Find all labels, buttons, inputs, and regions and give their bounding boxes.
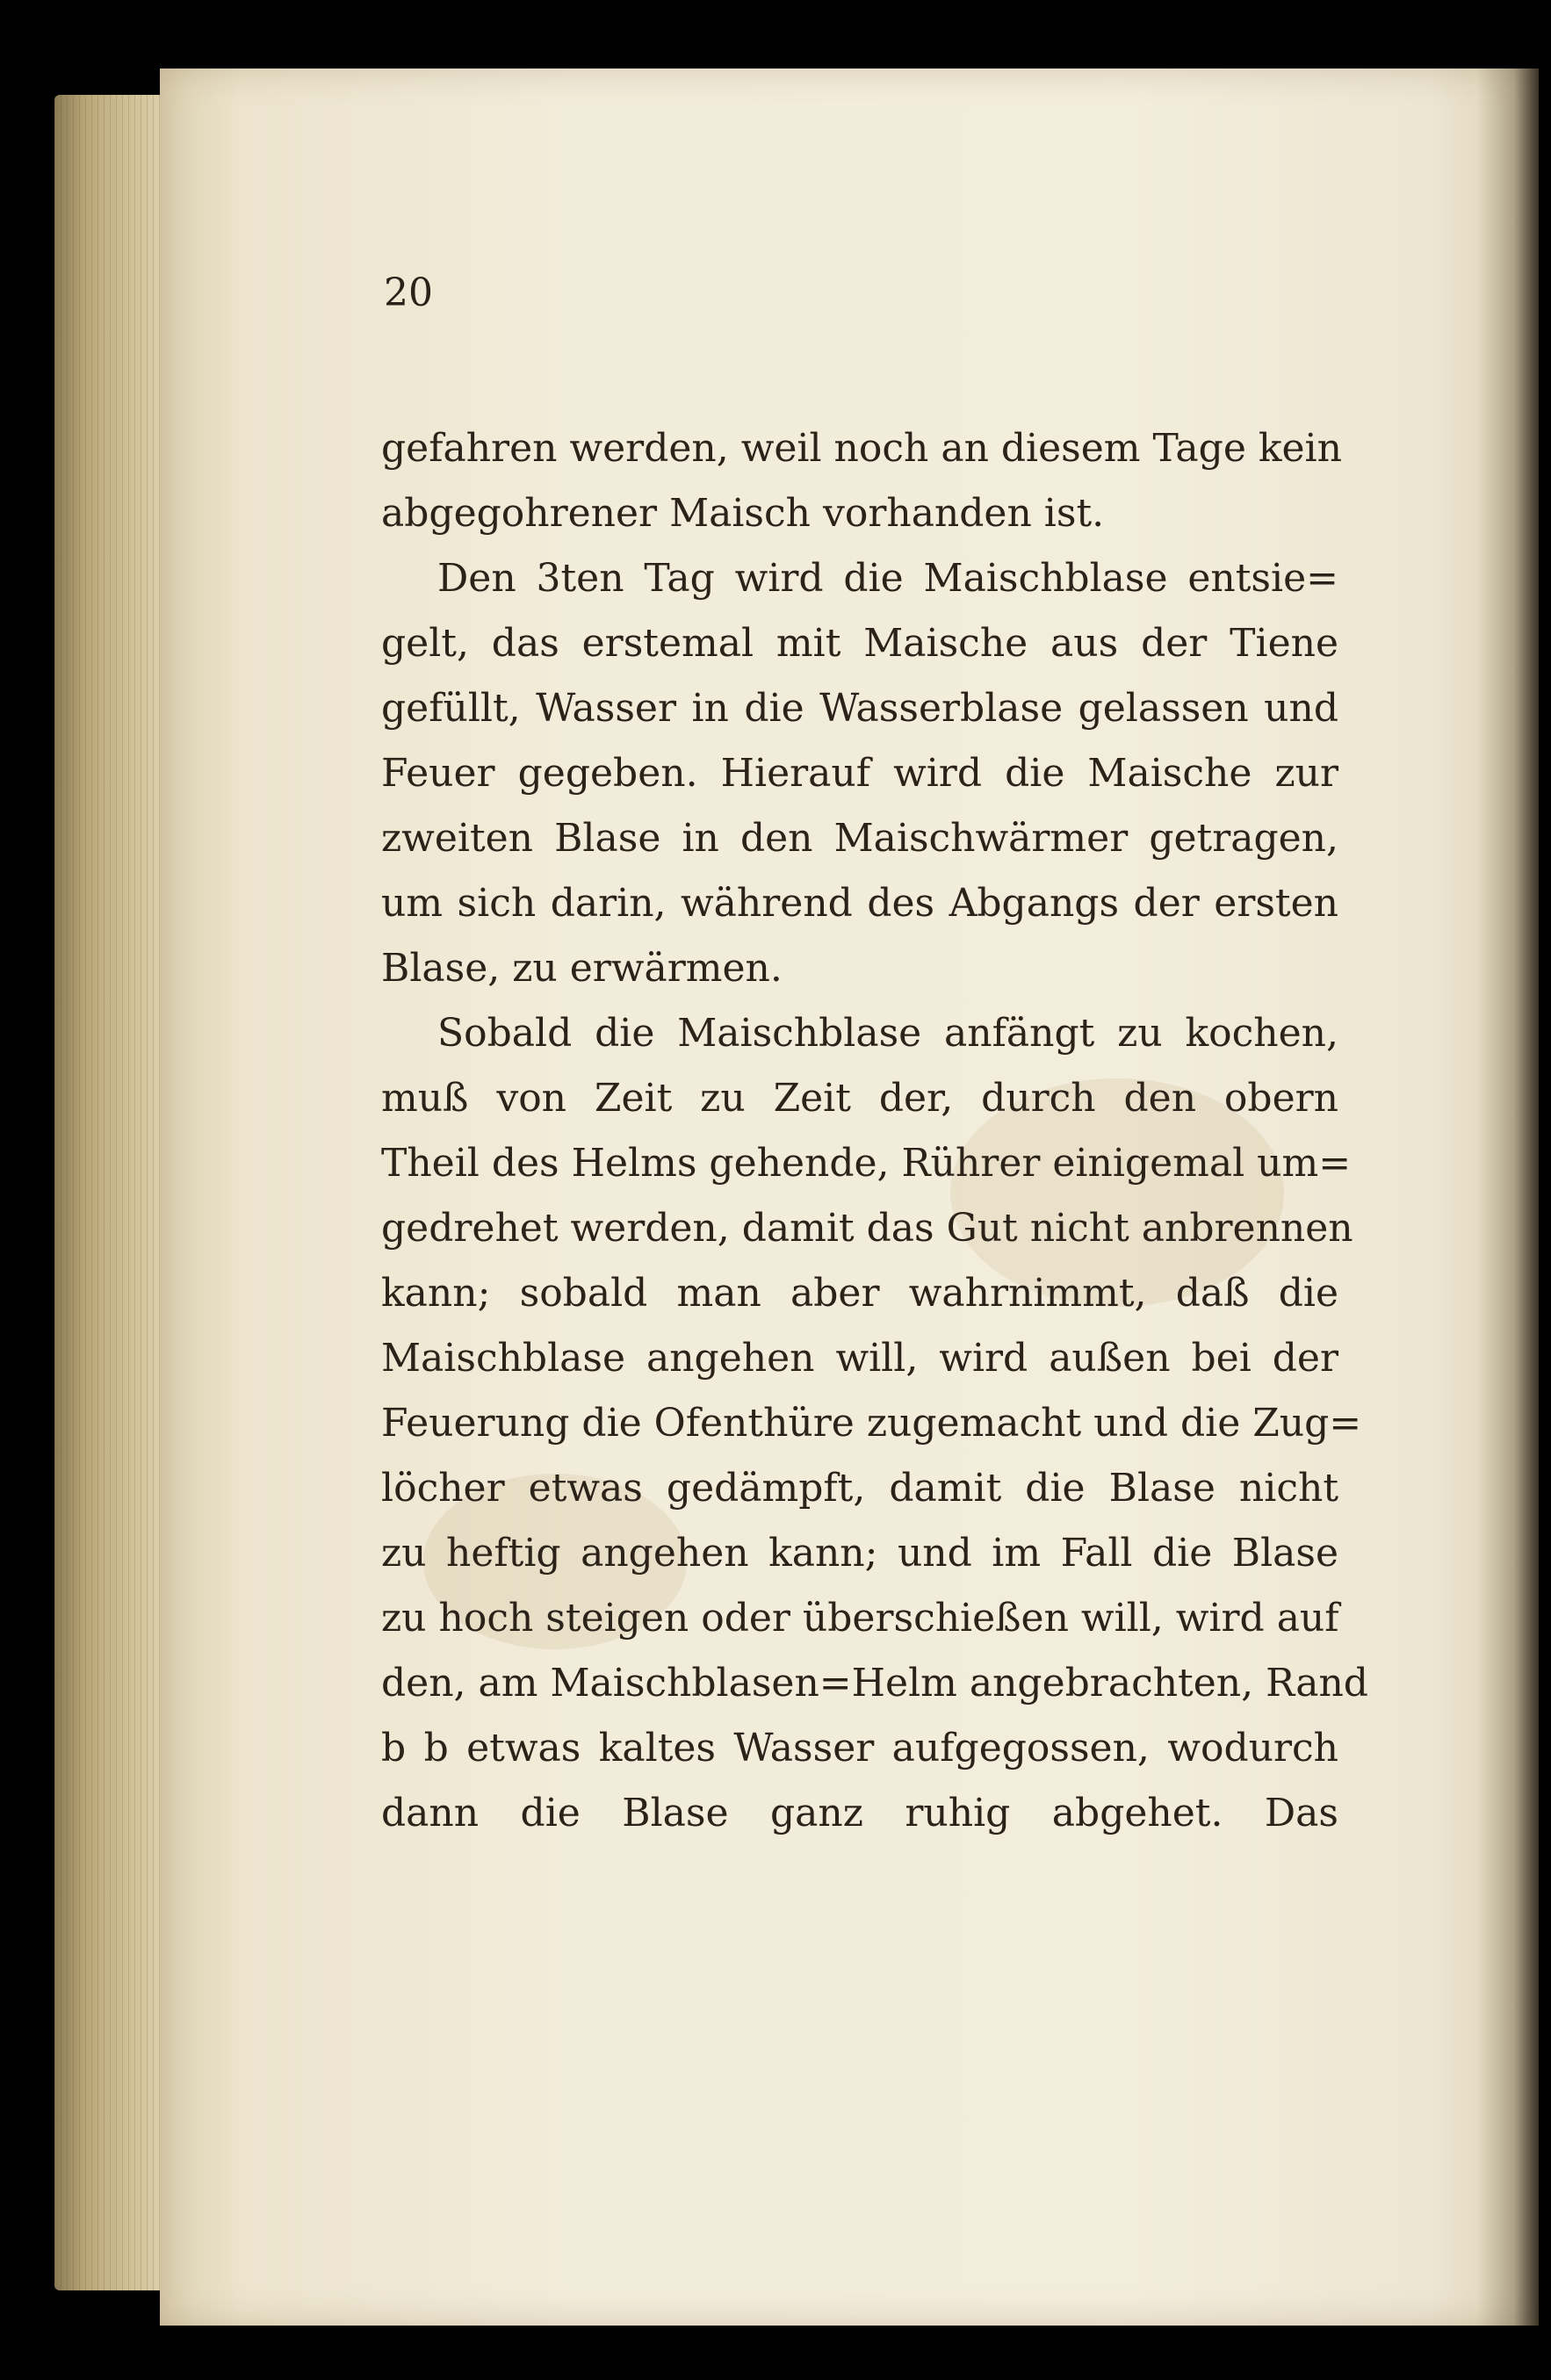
- text-line: Sobald die Maischblase anfängt zu kochen,: [437, 1011, 1338, 1056]
- text-line: Theil des Helms gehende, Rührer einigemal um=: [381, 1141, 1352, 1186]
- text-line: muß von Zeit zu Zeit der, durch den obern: [381, 1076, 1338, 1121]
- text-line: löcher etwas gedämpft, damit die Blase nicht: [381, 1466, 1338, 1511]
- page-number: 20: [384, 270, 433, 315]
- text-line: Blase, zu erwärmen.: [381, 946, 783, 991]
- text-line: Feuerung die Ofenthüre zugemacht und die Zug=: [381, 1401, 1362, 1446]
- text-line: zu heftig angehen kann; und im Fall die Blase: [381, 1531, 1338, 1576]
- gutter-shadow: [1477, 69, 1539, 2326]
- text-line: b b etwas kaltes Wasser aufgegossen, wodurch: [381, 1726, 1338, 1771]
- text-line: gefüllt, Wasser in die Wasserblase gelassen und: [381, 686, 1338, 731]
- text-line: Feuer gegeben. Hierauf wird die Maische zur: [381, 751, 1338, 796]
- text-line: Maischblase angehen will, wird außen bei der: [381, 1336, 1338, 1381]
- text-line: abgegohrener Maisch vorhanden ist.: [381, 491, 1105, 536]
- text-line: Den 3ten Tag wird die Maischblase entsie=: [437, 556, 1338, 601]
- text-line: den, am Maischblasen=Helm angebrachten, Rand: [381, 1661, 1368, 1706]
- text-line: zweiten Blase in den Maischwärmer getragen,: [381, 816, 1338, 861]
- text-line: kann; sobald man aber wahrnimmt, daß die: [381, 1271, 1338, 1316]
- text-line: gelt, das erstemal mit Maische aus der Tiene: [381, 621, 1338, 666]
- text-line: gedrehet werden, damit das Gut nicht anbrennen: [381, 1206, 1353, 1251]
- text-line: zu hoch steigen oder überschießen will, wird auf: [381, 1596, 1339, 1641]
- page-edges: [54, 95, 177, 2290]
- text-line: dann die Blase ganz ruhig abgehet. Das: [381, 1791, 1338, 1835]
- text-line: um sich darin, während des Abgangs der ersten: [381, 881, 1338, 926]
- text-line: gefahren werden, weil noch an diesem Tage kein: [381, 426, 1342, 471]
